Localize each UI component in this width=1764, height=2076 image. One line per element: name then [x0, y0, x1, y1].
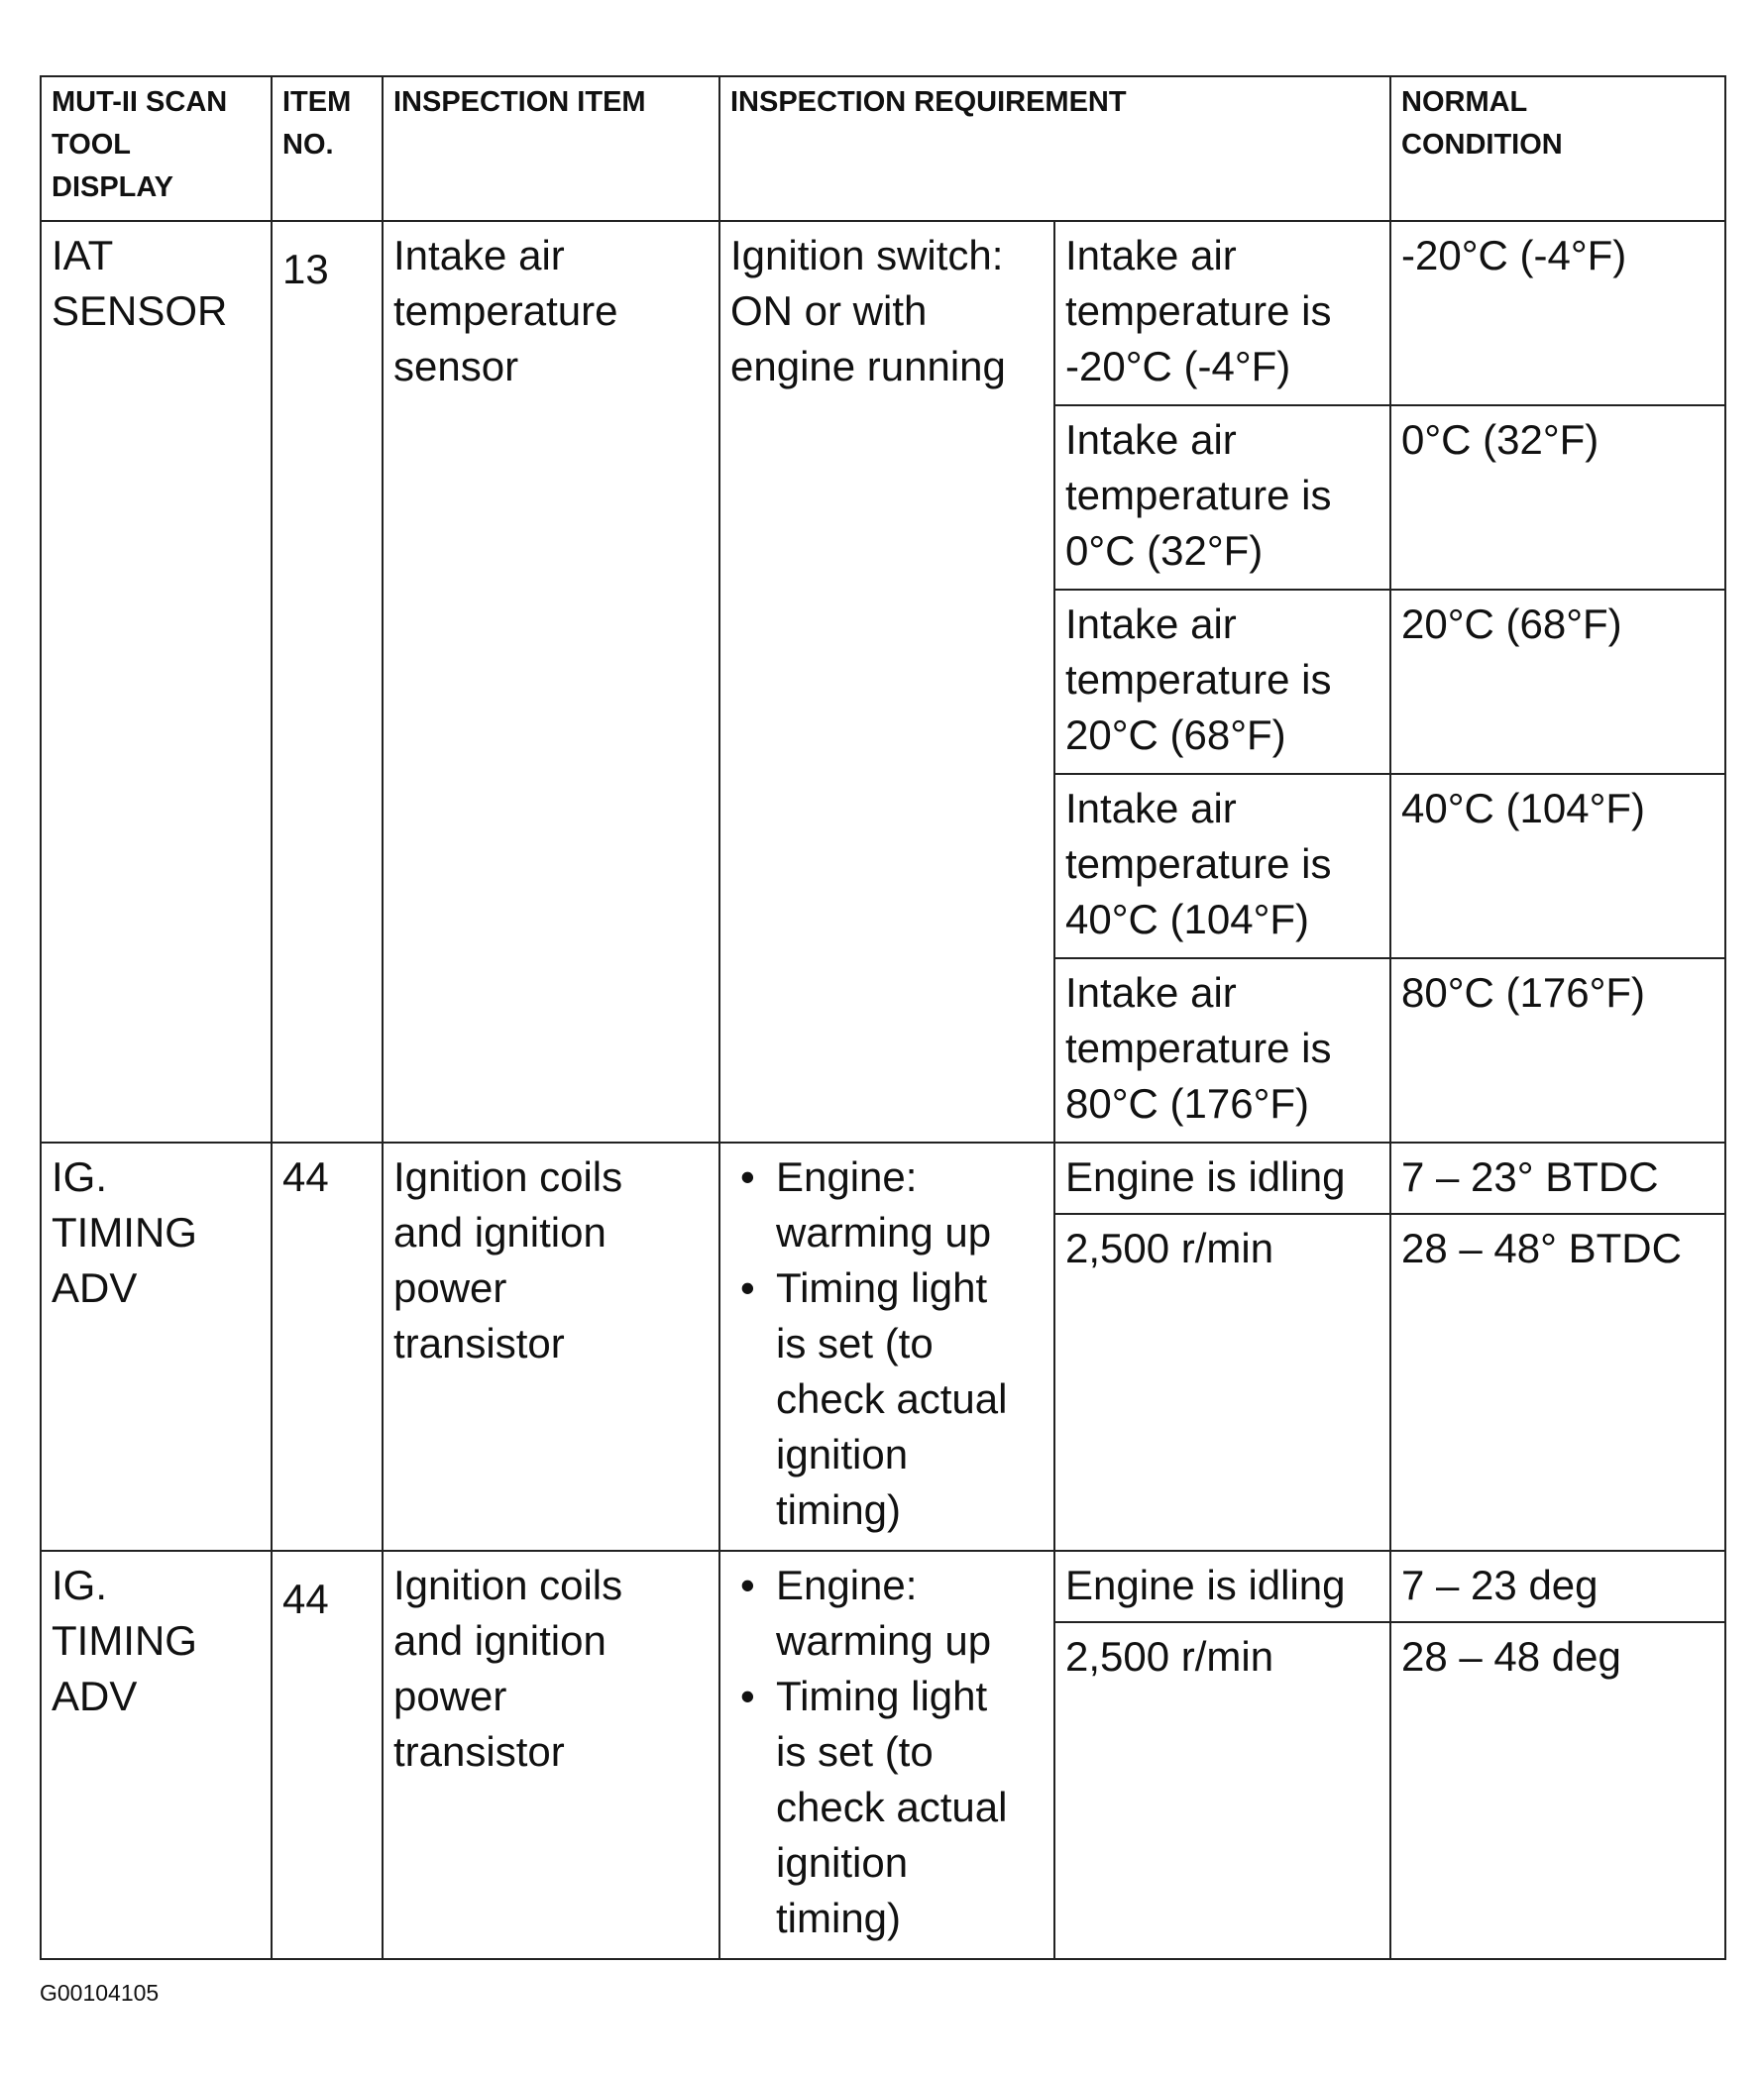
- inspection-item-cell: Ignition coils and ignition power transistor: [383, 1143, 719, 1551]
- normal-condition-cell: 40°C (104°F): [1390, 774, 1725, 958]
- header-inspection-requirement: INSPECTION REQUIREMENT: [719, 76, 1390, 221]
- condition-cell: Engine is idling: [1054, 1143, 1390, 1214]
- condition-cell: Intake air temperature is 0°C (32°F): [1054, 405, 1390, 590]
- list-item: • Engine: warming up: [730, 1558, 1044, 1669]
- requirement-cell: [719, 1143, 1054, 1551]
- condition-cell: Intake air temperature is 40°C (104°F): [1054, 774, 1390, 958]
- scan-tool-display-cell: IG. TIMING ADV: [41, 1551, 272, 1959]
- header-inspection-item: INSPECTION ITEM: [383, 76, 719, 221]
- table-row: [41, 1551, 1725, 1622]
- header-row: [41, 76, 1725, 221]
- table-row: [41, 1143, 1725, 1214]
- condition-cell: 2,500 r/min: [1054, 1622, 1390, 1959]
- header-scan-tool-display: MUT-II SCAN TOOL DISPLAY: [41, 76, 272, 221]
- normal-condition-cell: 7 – 23 deg: [1390, 1551, 1725, 1622]
- requirement-list: [730, 1558, 1044, 1946]
- scan-tool-display-cell: IAT SENSOR: [41, 221, 272, 1143]
- normal-condition-cell: 28 – 48° BTDC: [1390, 1214, 1725, 1551]
- list-item: • Timing light is set (to check actual ignition timing): [730, 1669, 1044, 1946]
- normal-condition-cell: -20°C (-4°F): [1390, 221, 1725, 405]
- requirement-cell: [719, 1551, 1054, 1959]
- requirement-list: [730, 1149, 1044, 1538]
- inspection-item-cell: Ignition coils and ignition power transistor: [383, 1551, 719, 1959]
- figure-id: G00104105: [40, 1980, 160, 2006]
- scan-tool-display-cell: IG. TIMING ADV: [41, 1143, 272, 1551]
- item-no-cell: 44: [272, 1551, 383, 1959]
- condition-cell: 2,500 r/min: [1054, 1214, 1390, 1551]
- normal-condition-cell: 7 – 23° BTDC: [1390, 1143, 1725, 1214]
- normal-condition-cell: 28 – 48 deg: [1390, 1622, 1725, 1959]
- list-item: • Engine: warming up: [730, 1149, 1044, 1260]
- item-no-cell: 44: [272, 1143, 383, 1551]
- header-normal-condition: NORMAL CONDITION: [1390, 76, 1725, 221]
- inspection-table: [40, 75, 1726, 1960]
- header-item-no: ITEM NO.: [272, 76, 383, 221]
- normal-condition-cell: 20°C (68°F): [1390, 590, 1725, 774]
- item-no-cell: 13: [272, 221, 383, 1143]
- table-row: [41, 221, 1725, 405]
- normal-condition-cell: 0°C (32°F): [1390, 405, 1725, 590]
- condition-cell: Intake air temperature is 20°C (68°F): [1054, 590, 1390, 774]
- normal-condition-cell: 80°C (176°F): [1390, 958, 1725, 1143]
- condition-cell: Intake air temperature is 80°C (176°F): [1054, 958, 1390, 1143]
- condition-cell: Intake air temperature is -20°C (-4°F): [1054, 221, 1390, 405]
- inspection-item-cell: Intake air temperature sensor: [383, 221, 719, 1143]
- requirement-cell: Ignition switch: ON or with engine running: [719, 221, 1054, 1143]
- condition-cell: Engine is idling: [1054, 1551, 1390, 1622]
- list-item: • Timing light is set (to check actual ignition timing): [730, 1260, 1044, 1538]
